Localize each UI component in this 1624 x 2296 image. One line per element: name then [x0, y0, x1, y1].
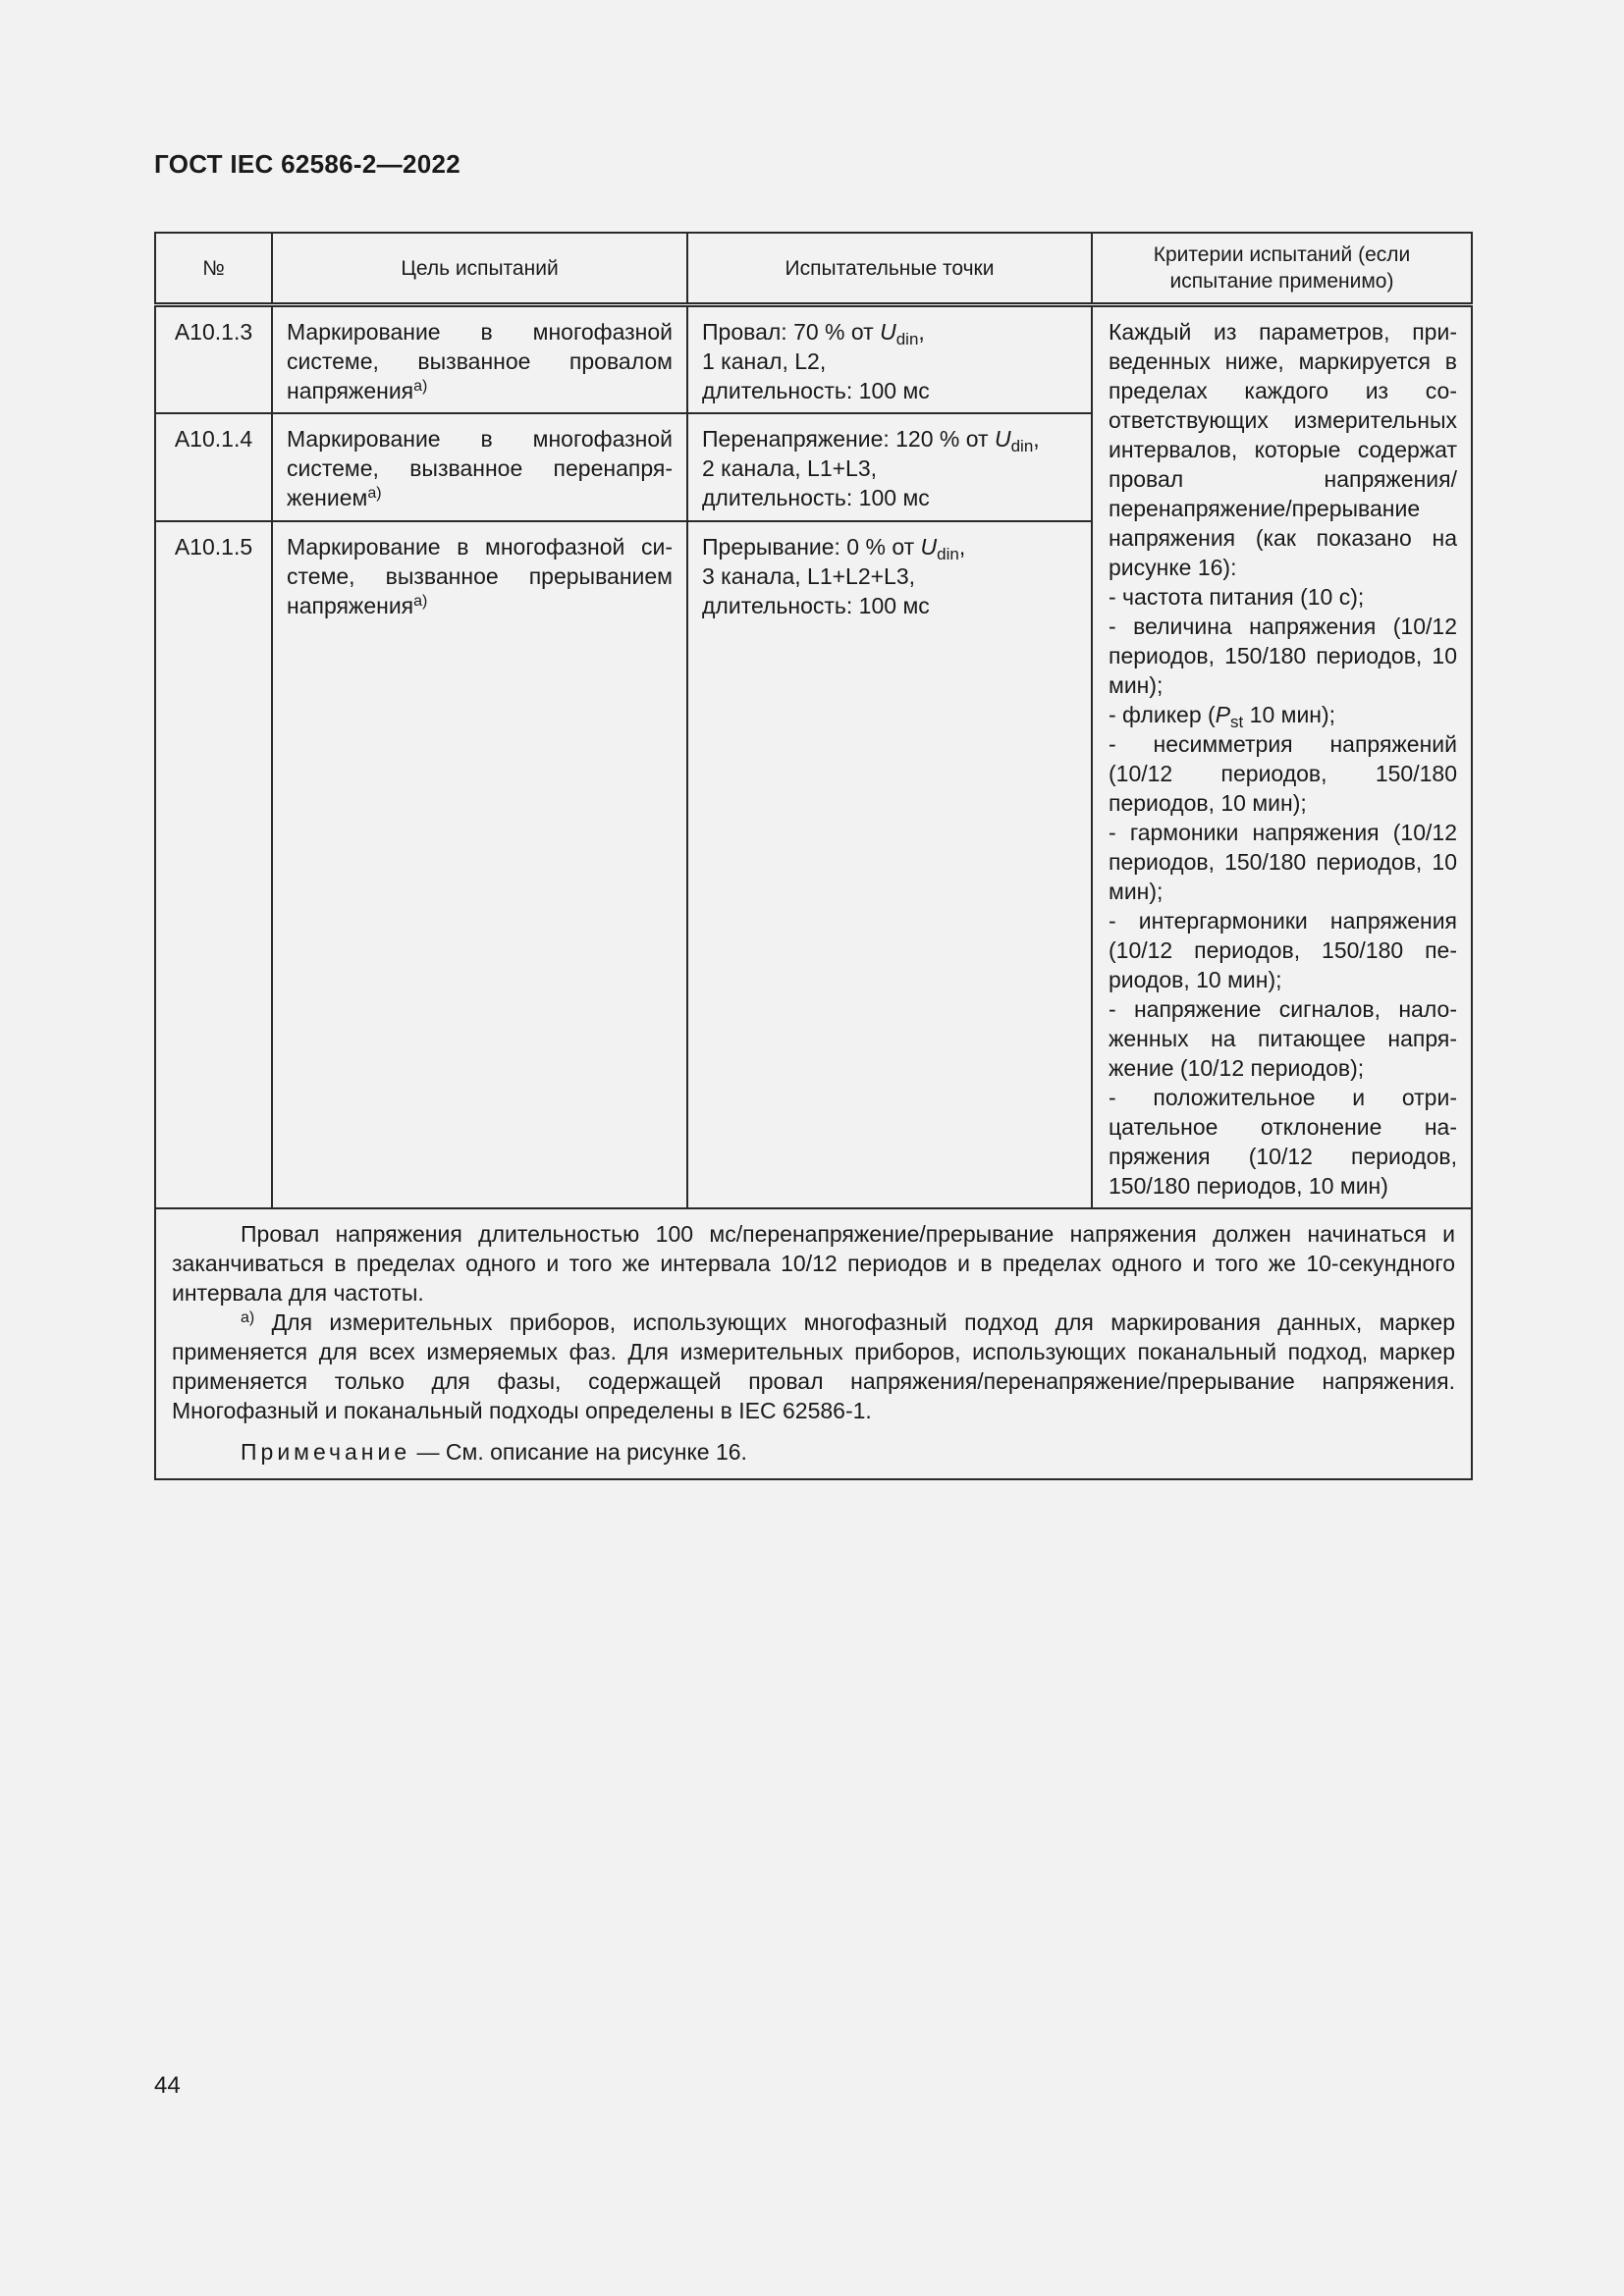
criteria-intro: Каждый из параметров, приведенных ниже, маркируется в пределах каждого из соответствующих измерительных интервалов, которые содержат провал напряжения/ перенапряжение/прерывание напряжения (как показано на рисунке 16): — [1109, 319, 1457, 580]
criteria-item-flicker: - фликер ($P_{st}$ 10 мин); — [1109, 702, 1336, 731]
test-purpose: Маркирование в многофазной системе, вызванное провалом напряжения$^{a)}$ — [272, 305, 687, 413]
criteria-item: - несимметрия напряжений (10/12 периодов, 150/180 периодов, 10 мин); — [1109, 731, 1457, 816]
test-purpose: Маркирование в многофазной системе, вызванное прерыванием напряжения$^{a)}$ — [272, 521, 687, 1208]
remark: Примечание — См. описание на рисунке 16. — [241, 1438, 747, 1465]
column-header-criteria: Критерии испытаний (если испытание применимо) — [1092, 233, 1472, 305]
table-row — [155, 305, 1472, 413]
column-header-number: № — [155, 233, 272, 305]
notes-paragraph: Провал напряжения длительностью 100 мс/перенапряжение/прерывание напряжения должен начинаться и заканчиваться в пределах одного и того же интервала 10/12 периодов и в пределах одного и того же 10-секундного интервала для частоты. — [172, 1220, 1455, 1306]
criteria-item: - величина напряжения (10/12 периодов, 150/180 периодов, 10 мин); — [1109, 614, 1457, 698]
test-criteria — [1092, 305, 1472, 1208]
test-points: Перенапряжение: 120 % от $U_{din}$, 2 канала, L1+L3, длительность: 100 мс — [687, 413, 1092, 521]
test-points: Провал: 70 % от $U_{din}$, 1 канал, L2, длительность: 100 мс — [687, 305, 1092, 413]
row-number: A10.1.3 — [155, 305, 272, 413]
criteria-item: - гармоники напряжения (10/12 периодов, 150/180 периодов, 10 мин); — [1109, 820, 1457, 904]
document-header: ГОСТ IEC 62586-2—2022 — [154, 149, 460, 179]
criteria-item: - частота питания (10 с); — [1109, 584, 1365, 610]
page-number: 44 — [154, 2072, 181, 2099]
row-number: A10.1.4 — [155, 413, 272, 521]
row-number: A10.1.5 — [155, 521, 272, 1208]
criteria-item: - напряжение сигналов, наложенных на питающее напряжение (10/12 периодов); — [1109, 996, 1457, 1081]
footnote: $^{a)}$ Для измерительных приборов, использующих многофазный подход для маркирования данных, маркер применяется для всех измеряемых фаз. Для измерительных приборов, использующих поканальный подход, маркер применяется только для фазы, содержащей провал напряжения/перенапряжение/прерывание напряжения. Многофазный и поканальный подходы определены в IEC 62586-1. — [172, 1308, 1455, 1423]
column-header-purpose: Цель испытаний — [272, 233, 687, 305]
column-header-points: Испытательные точки — [687, 233, 1092, 305]
table-notes — [155, 1208, 1472, 1479]
criteria-item: - положительное и отрицательное отклонение напряжения (10/12 периодов, 150/180 периодов, 10 мин) — [1109, 1085, 1457, 1199]
test-purpose: Маркирование в многофазной системе, вызванное перенапряжением$^{a)}$ — [272, 413, 687, 521]
test-points: Прерывание: 0 % от $U_{din}$, 3 канала, L1+L2+L3, длительность: 100 мс — [687, 521, 1092, 1208]
criteria-item: - интергармоники напряжения (10/12 периодов, 150/180 периодов, 10 мин); — [1109, 908, 1457, 992]
test-table — [154, 232, 1473, 1480]
notes-row — [155, 1208, 1472, 1479]
table-header-row — [155, 233, 1472, 305]
